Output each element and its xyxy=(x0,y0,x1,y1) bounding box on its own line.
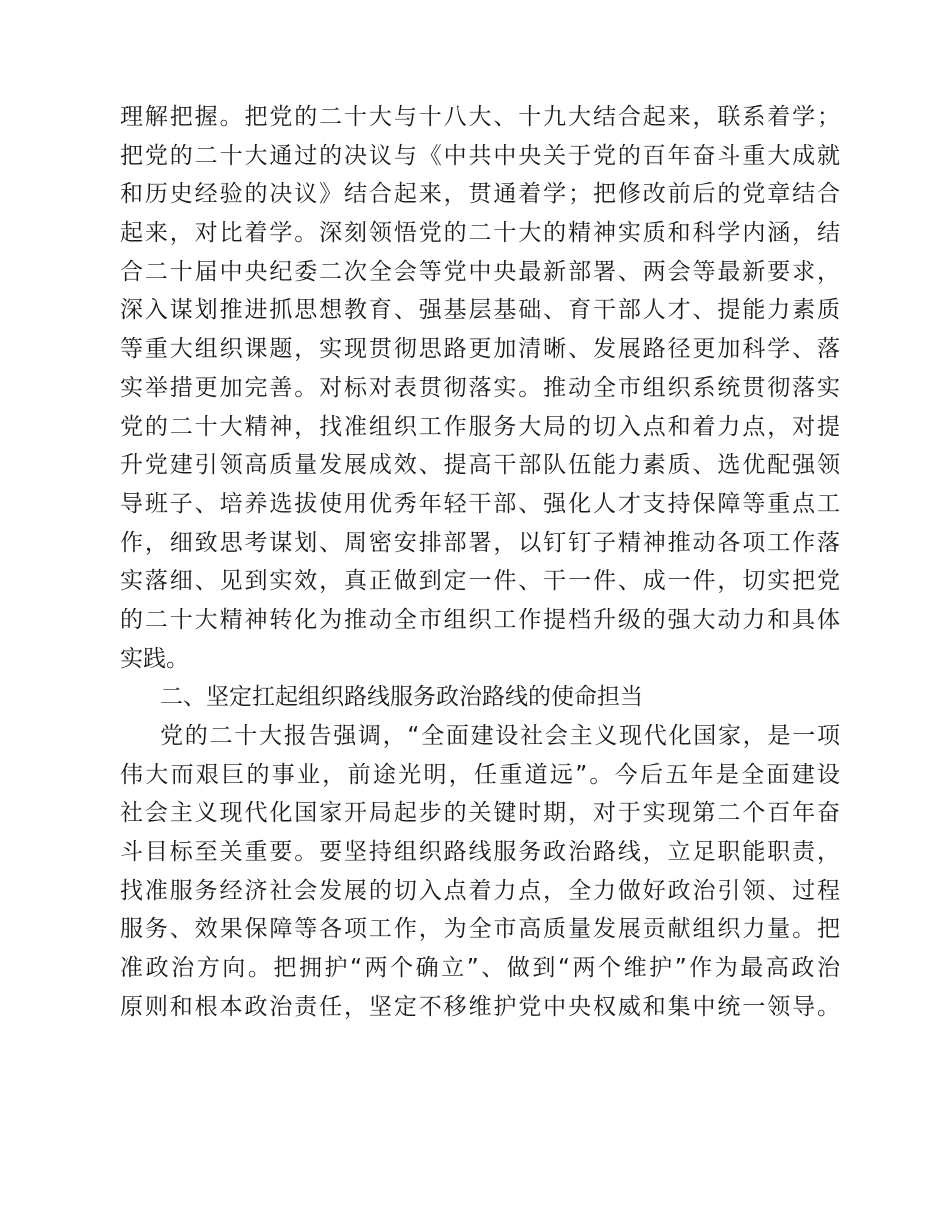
text-line: 服务、效果保障等各项工作，为全市高质量发展贡献组织力量。把 xyxy=(120,916,840,943)
section-heading xyxy=(120,678,840,717)
text-line: 等重大组织课题，实现贯彻思路更加清晰、发展路径更加科学、落 xyxy=(120,336,840,363)
text-line: 伟大而艰巨的事业，前途光明，任重道远”。今后五年是全面建设 xyxy=(120,761,840,788)
text-line: 准政治方向。把拥护“两个确立”、做到“两个维护”作为最高政治 xyxy=(120,955,840,982)
text-line: 和历史经验的决议》结合起来，贯通着学；把修改前后的党章结合 xyxy=(120,181,840,208)
section-heading-text: 二、坚定扛起组织路线服务政治路线的使命担当 xyxy=(160,684,643,711)
text-line: 作，细致思考谋划、周密安排部署，以钉钉子精神推动各项工作落 xyxy=(120,529,840,556)
text-line: 实落细、见到实效，真正做到定一件、干一件、成一件，切实把党 xyxy=(120,568,840,595)
text-line: 理解把握。把党的二十大与十八大、十九大结合起来，联系着学； xyxy=(120,104,840,130)
text-line: 实践。 xyxy=(120,645,189,672)
text-line: 把党的二十大通过的决议与《中共中央关于党的百年奋斗重大成就 xyxy=(120,142,840,169)
text-line: 起来，对比着学。深刻领悟党的二十大的精神实质和科学内涵，结 xyxy=(120,220,840,247)
text-line: 找准服务经济社会发展的切入点着力点，全力做好政治引领、过程 xyxy=(120,877,840,904)
text-line: 的二十大精神转化为推动全市组织工作提档升级的强大动力和具体 xyxy=(120,606,840,633)
text-line: 升党建引领高质量发展成效、提高干部队伍能力素质、选优配强领 xyxy=(120,452,840,479)
text-line: 党的二十大精神，找准组织工作服务大局的切入点和着力点，对提 xyxy=(120,413,840,440)
text-line: 合二十届中央纪委二次全会等党中央最新部署、两会等最新要求， xyxy=(120,258,840,285)
text-line: 社会主义现代化国家开局起步的关键时期，对于实现第二个百年奋 xyxy=(120,800,840,827)
text-line: 导班子、培养选拔使用优秀年轻干部、强化人才支持保障等重点工 xyxy=(120,490,840,517)
paragraph-1 xyxy=(120,98,840,678)
text-line: 党的二十大报告强调，“全面建设社会主义现代化国家，是一项 xyxy=(160,723,840,749)
paragraph-2 xyxy=(120,717,840,1027)
text-line: 实举措更加完善。对标对表贯彻落实。推动全市组织系统贯彻落实 xyxy=(120,374,840,401)
text-line: 斗目标至关重要。要坚持组织路线服务政治路线，立足职能职责， xyxy=(120,839,840,866)
document-body xyxy=(120,98,840,1027)
text-line: 原则和根本政治责任，坚定不移维护党中央权威和集中统一领导。 xyxy=(120,993,840,1020)
text-line: 深入谋划推进抓思想教育、强基层基础、育干部人才、提能力素质 xyxy=(120,297,840,324)
